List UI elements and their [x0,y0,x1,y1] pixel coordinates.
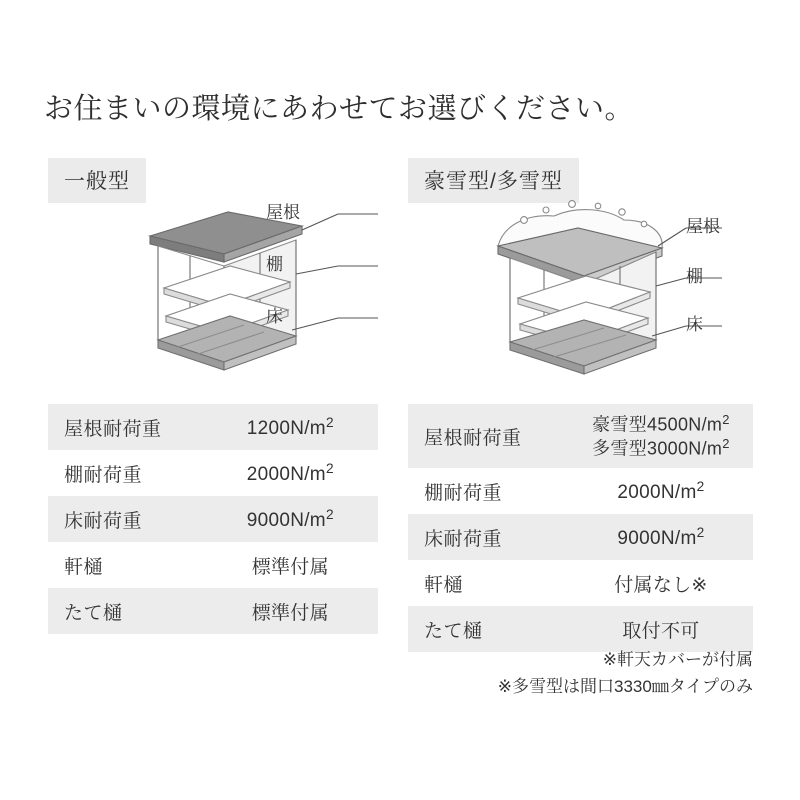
spec-label: 床耐荷重 [48,496,203,542]
spec-value-text: 取付不可 [622,620,700,642]
spec-label: 軒樋 [408,560,569,606]
spec-label: 屋根耐荷重 [408,404,569,468]
spec-value-text: 2000N/m [246,463,326,485]
spec-value [203,450,378,496]
spec-label: たて樋 [408,606,569,652]
spec-value-text: 付属なし※ [614,574,708,596]
spec-value-text: 9000N/m [246,509,326,531]
table-row [48,450,378,496]
spec-unit-sup: 2 [325,414,334,430]
spec-value-line1 [569,412,753,436]
table-row [408,514,753,560]
spec-unit-sup: 2 [722,436,730,451]
spec-label: 棚耐荷重 [48,450,203,496]
page-title: お住まいの環境にあわせてお選びください。 [44,93,635,125]
spec-value [203,404,378,450]
table-row [408,404,753,468]
spec-label: 棚耐荷重 [408,468,569,514]
column-header-general: 一般型 [48,158,146,203]
table-row [408,468,753,514]
spec-value-text: 標準付属 [251,556,329,578]
callout-shelf-snow: 棚 [686,267,703,286]
callout-roof-general: 屋根 [266,203,300,222]
spec-value [569,468,753,514]
spec-label: たて樋 [48,588,203,634]
spec-label: 屋根耐荷重 [48,404,203,450]
footnote-2: ※多雪型は間口3330㎜タイプのみ [497,677,753,697]
footnote-1: ※軒天カバーが付属 [602,650,753,669]
table-row [48,588,378,634]
spec-unit-sup: 2 [325,506,334,522]
spec-value-text: 標準付属 [251,602,329,624]
callout-roof-snow: 屋根 [686,217,720,236]
table-row [408,560,753,606]
spec-value [203,542,378,588]
spec-value [569,560,753,606]
callout-shelf-general: 棚 [266,255,283,274]
illustration-snow-type [480,190,760,390]
spec-label: 軒樋 [48,542,203,588]
spec-value [203,496,378,542]
spec-table-general [48,404,378,634]
spec-value [203,588,378,634]
spec-unit-sup: 2 [325,460,334,476]
illustration-general-type [120,190,390,380]
spec-unit-sup: 2 [696,524,705,540]
table-row [48,404,378,450]
column-header-snow: 豪雪型/多雪型 [408,158,579,203]
spec-value-line2 [569,436,753,460]
shed-general-svg [120,190,390,380]
spec-table-snow [408,404,753,652]
footnotes [408,646,753,700]
table-row [48,496,378,542]
spec-value-text: 2000N/m [617,481,697,503]
spec-value [569,514,753,560]
spec-value [569,404,753,468]
spec-value-text: 9000N/m [617,527,697,549]
spec-value-text: 豪雪型4500N/m [592,414,723,435]
table-row [48,542,378,588]
spec-unit-sup: 2 [696,478,705,494]
callout-floor-general: 床 [266,307,283,326]
spec-unit-sup: 2 [722,412,730,428]
spec-label: 床耐荷重 [408,514,569,560]
spec-value-text: 多雪型3000N/m [592,438,723,459]
callout-floor-snow: 床 [686,315,703,334]
spec-value-text: 1200N/m [246,417,326,439]
